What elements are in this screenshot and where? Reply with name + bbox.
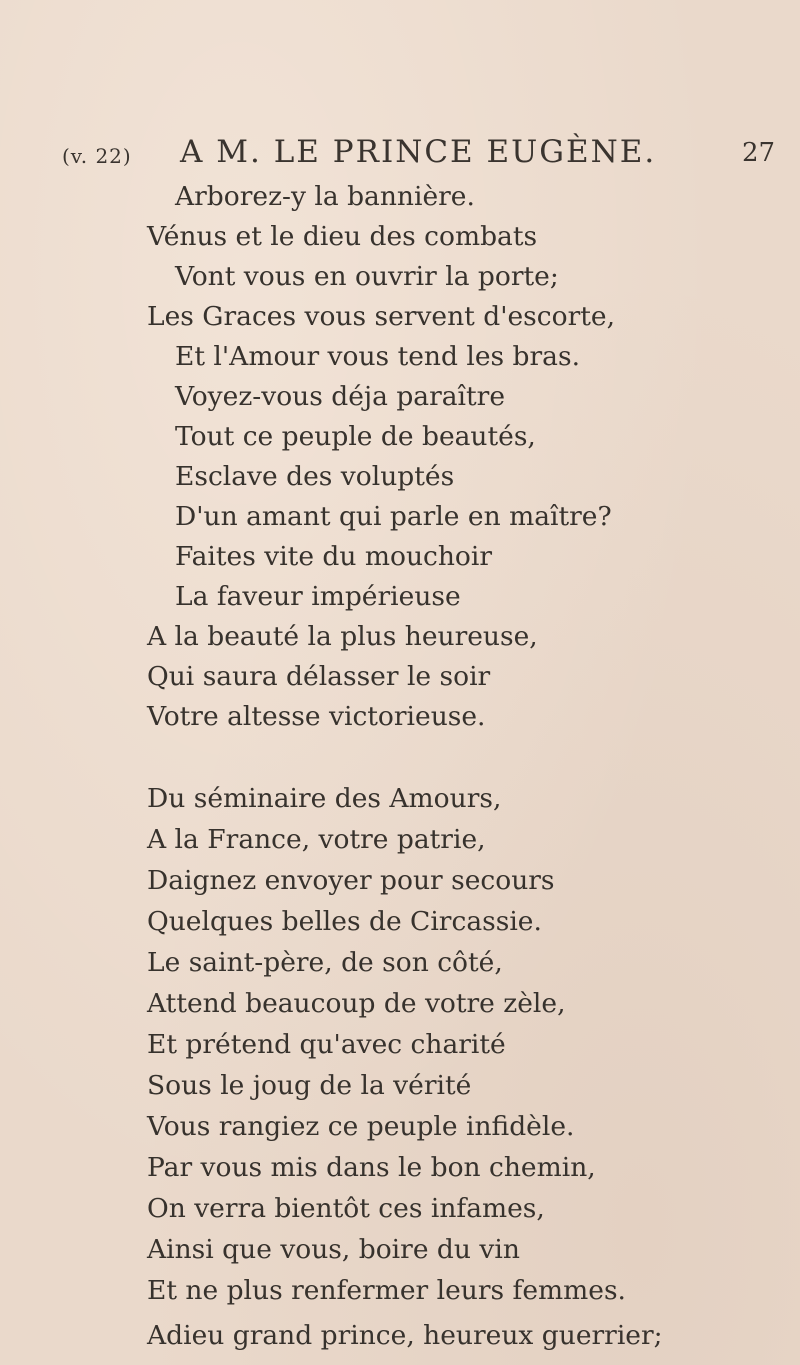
verse-line: Les Graces vous servent d'escorte, (147, 301, 615, 332)
verse-line: Voyez-vous déja paraître (175, 381, 506, 412)
verse-marker: (v. 22) (62, 144, 132, 168)
verse-line: Tout ce peuple de beautés, (175, 421, 536, 452)
verse-line: La faveur impérieuse (175, 581, 461, 612)
verse-line: Attend beaucoup de votre zèle, (147, 988, 566, 1019)
verse-line: Vous rangiez ce peuple infidèle. (147, 1111, 575, 1142)
verse-line: Ainsi que vous, boire du vin (147, 1234, 520, 1265)
verse-line: A la France, votre patrie, (147, 824, 486, 855)
verse-line: Le saint-père, de son côté, (147, 947, 503, 978)
verse-line: Et prétend qu'avec charité (147, 1029, 506, 1060)
page-title: A M. LE PRINCE EUGÈNE. (180, 134, 657, 170)
verse-line: Arborez-y la bannière. (175, 181, 475, 212)
verse-line: Votre altesse victorieuse. (147, 701, 486, 732)
verse-line: Et ne plus renfermer leurs femmes. (147, 1275, 626, 1306)
verse-line: Quelques belles de Circassie. (147, 906, 542, 937)
verse-line: Et l'Amour vous tend les bras. (175, 341, 580, 372)
running-header (0, 134, 800, 174)
verse-line: Qui saura délasser le soir (147, 661, 491, 692)
verse-line: Du séminaire des Amours, (147, 783, 502, 814)
verse-line: A la beauté la plus heureuse, (147, 621, 538, 652)
verse-line: Daignez envoyer pour secours (147, 865, 555, 896)
verse-line: D'un amant qui parle en maître? (175, 501, 612, 532)
verse-line: Vont vous en ouvrir la porte; (175, 261, 559, 292)
page-number: 27 (742, 138, 776, 168)
verse-line: Faites vite du mouchoir (175, 541, 493, 572)
verse-line: Par vous mis dans le bon chemin, (147, 1152, 596, 1183)
verse-line: On verra bientôt ces infames, (147, 1193, 545, 1224)
verse-line: Adieu grand prince, heureux guerrier; (147, 1320, 663, 1351)
verse-line: Vénus et le dieu des combats (147, 221, 538, 252)
verse-line: Esclave des voluptés (175, 461, 455, 492)
verse-line: Sous le joug de la vérité (147, 1070, 472, 1101)
